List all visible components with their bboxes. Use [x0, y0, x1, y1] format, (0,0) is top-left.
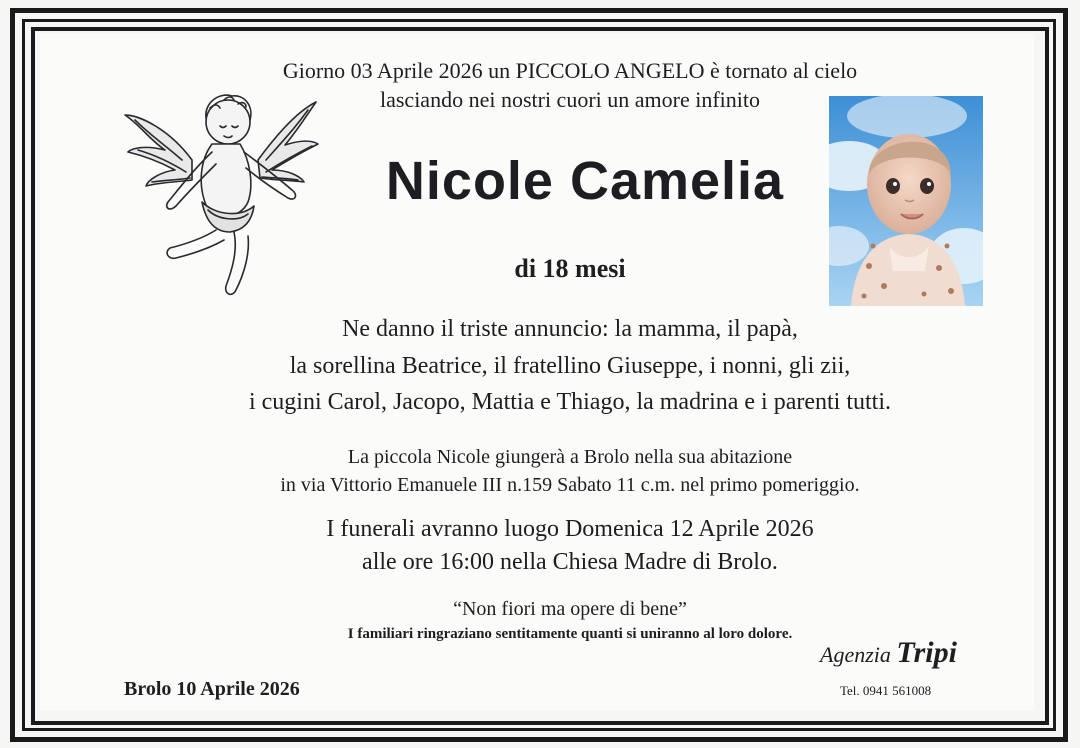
- intro-line-1: Giorno 03 Aprile 2026 un PICCOLO ANGELO è tornato al cielo: [282, 58, 858, 83]
- announcement-line-2: la sorellina Beatrice, il fratellino Giuseppe, i nonni, gli zii,: [289, 353, 851, 379]
- baby-photo: [829, 96, 983, 306]
- quote: “Non fiori ma opere di bene”: [453, 598, 687, 620]
- angel-illustration: [120, 90, 320, 310]
- agency-phone: Tel. 0941 561008: [840, 683, 932, 698]
- place-date: Brolo 10 Aprile 2026: [124, 678, 300, 700]
- funeral-line-2: alle ore 16:00 nella Chiesa Madre di Brolo.: [362, 549, 778, 575]
- agency-name: Tripi: [896, 636, 957, 669]
- agency-signature: [820, 636, 957, 670]
- deceased-age: di 18 mesi: [514, 254, 626, 283]
- intro-line-2: lasciando nei nostri cuori un amore infinito: [379, 87, 760, 112]
- announcement-line-1: Ne danno il triste annuncio: la mamma, il papà,: [342, 316, 798, 342]
- funeral-line-1: I funerali avranno luogo Domenica 12 Aprile 2026: [326, 516, 814, 542]
- thanks-line: I familiari ringraziano sentitamente quanti si uniranno al loro dolore.: [347, 626, 793, 642]
- arrival-line-1: La piccola Nicole giungerà a Brolo nella sua abitazione: [347, 446, 793, 468]
- arrival-line-2: in via Vittorio Emanuele III n.159 Sabato 11 c.m. nel primo pomeriggio.: [280, 474, 860, 496]
- announcement-line-3: i cugini Carol, Jacopo, Mattia e Thiago, la madrina e i parenti tutti.: [248, 389, 892, 415]
- agency-word: Agenzia: [820, 642, 891, 667]
- deceased-name: Nicole Camelia: [385, 151, 785, 211]
